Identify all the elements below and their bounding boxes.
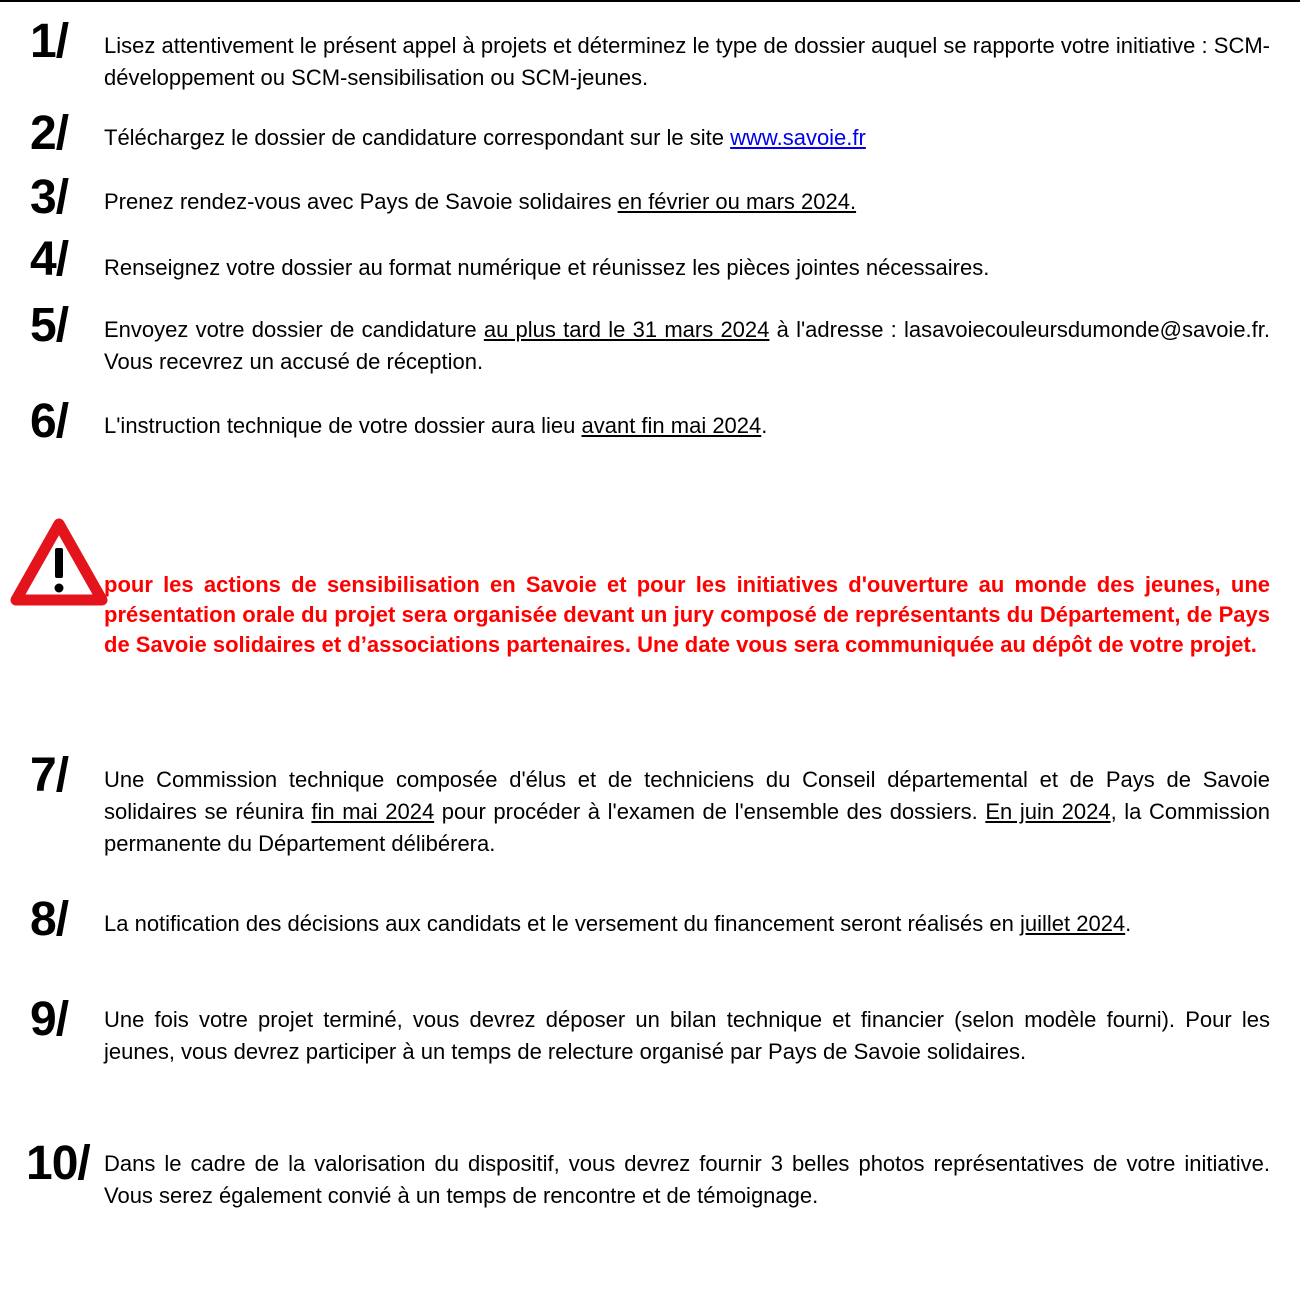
step-3-pre: Prenez rendez-vous avec Pays de Savoie solidaires <box>104 189 618 214</box>
step-7-mid: pour procéder à l'examen de l'ensemble des dossiers. <box>434 799 986 824</box>
step-6-text <box>104 410 1270 442</box>
step-5-number: 5/ <box>30 299 69 352</box>
step-9-number: 9/ <box>30 993 69 1046</box>
step-1-number: 1/ <box>30 15 69 68</box>
step-8-post: . <box>1125 911 1132 936</box>
step-2-number: 2/ <box>30 107 69 160</box>
step-9-text: Une fois votre projet terminé, vous devrez déposer un bilan technique et financier (selon modèle fourni). Pour les jeunes, vous devrez participer à un temps de relecture organisé par Pays de Savoie solidaires. <box>104 1007 1270 1064</box>
warning-text: pour les actions de sensibilisation en Savoie et pour les initiatives d'ouverture au monde des jeunes, une présentation orale du projet sera organisée devant un jury composé de représentants du Département, de Pays de Savoie solidaires et d’associations partenaires. Une date vous sera communiquée au dépôt de votre projet. <box>104 572 1270 657</box>
step-8-number: 8/ <box>30 893 69 946</box>
step-5-deadline: au plus tard le 31 mars 2024 <box>483 317 770 342</box>
step-1-text: Lisez attentivement le présent appel à projets et déterminez le type de dossier auquel se rapporte votre initiative : SCM-développement ou SCM-sensibilisation ou SCM-jeunes. <box>104 33 1270 90</box>
step-3-number: 3/ <box>30 171 69 224</box>
step-7-date-2: En juin 2024 <box>985 799 1111 824</box>
step-5-pre: Envoyez votre dossier de candidature <box>104 317 484 342</box>
warning-triangle-icon <box>10 518 108 606</box>
step-8-text <box>104 908 1270 940</box>
step-6-number: 6/ <box>30 395 69 448</box>
step-8-pre: La notification des décisions aux candidats et le versement du financement seront réalisés en <box>104 911 1020 936</box>
step-10-number: 10/ <box>26 1137 90 1190</box>
step-2-text <box>104 122 1270 154</box>
step-6-pre: L'instruction technique de votre dossier aura lieu <box>104 413 582 438</box>
step-10-text: Dans le cadre de la valorisation du dispositif, vous devrez fournir 3 belles photos représentatives de votre initiative. Vous serez également convié à un temps de rencontre et de témoignage. <box>104 1151 1270 1208</box>
step-7-number: 7/ <box>30 749 69 802</box>
top-rule <box>0 0 1300 2</box>
step-5-text <box>104 314 1270 378</box>
step-4-text: Renseignez votre dossier au format numérique et réunissez les pièces jointes nécessaires. <box>104 255 990 280</box>
step-6-date: avant fin mai 2024 <box>581 413 762 438</box>
step-7-date-1: fin mai 2024 <box>311 799 435 824</box>
step-8-date: juillet 2024 <box>1019 911 1126 936</box>
step-2-pre: Téléchargez le dossier de candidature correspondant sur le site <box>104 125 731 150</box>
step-6-post: . <box>761 413 768 438</box>
step-3-text <box>104 186 1270 218</box>
step-3-date: en février ou mars 2024. <box>617 189 857 214</box>
step-5-post: à l'adresse : lasavoiecouleursdumonde@savoie.fr. Vous recevrez un accusé de réception. <box>104 317 1271 374</box>
step-4-number: 4/ <box>30 233 69 286</box>
savoie-website-link[interactable]: www.savoie.fr <box>730 125 866 150</box>
step-7-pre: Une Commission technique composée d'élus et de techniciens du Conseil départemental et de Pays de Savoie solidaires se réunira <box>104 767 1270 824</box>
step-7-text <box>104 764 1270 860</box>
step-7-post: , la Commission permanente du Département délibérera. <box>104 799 1271 856</box>
